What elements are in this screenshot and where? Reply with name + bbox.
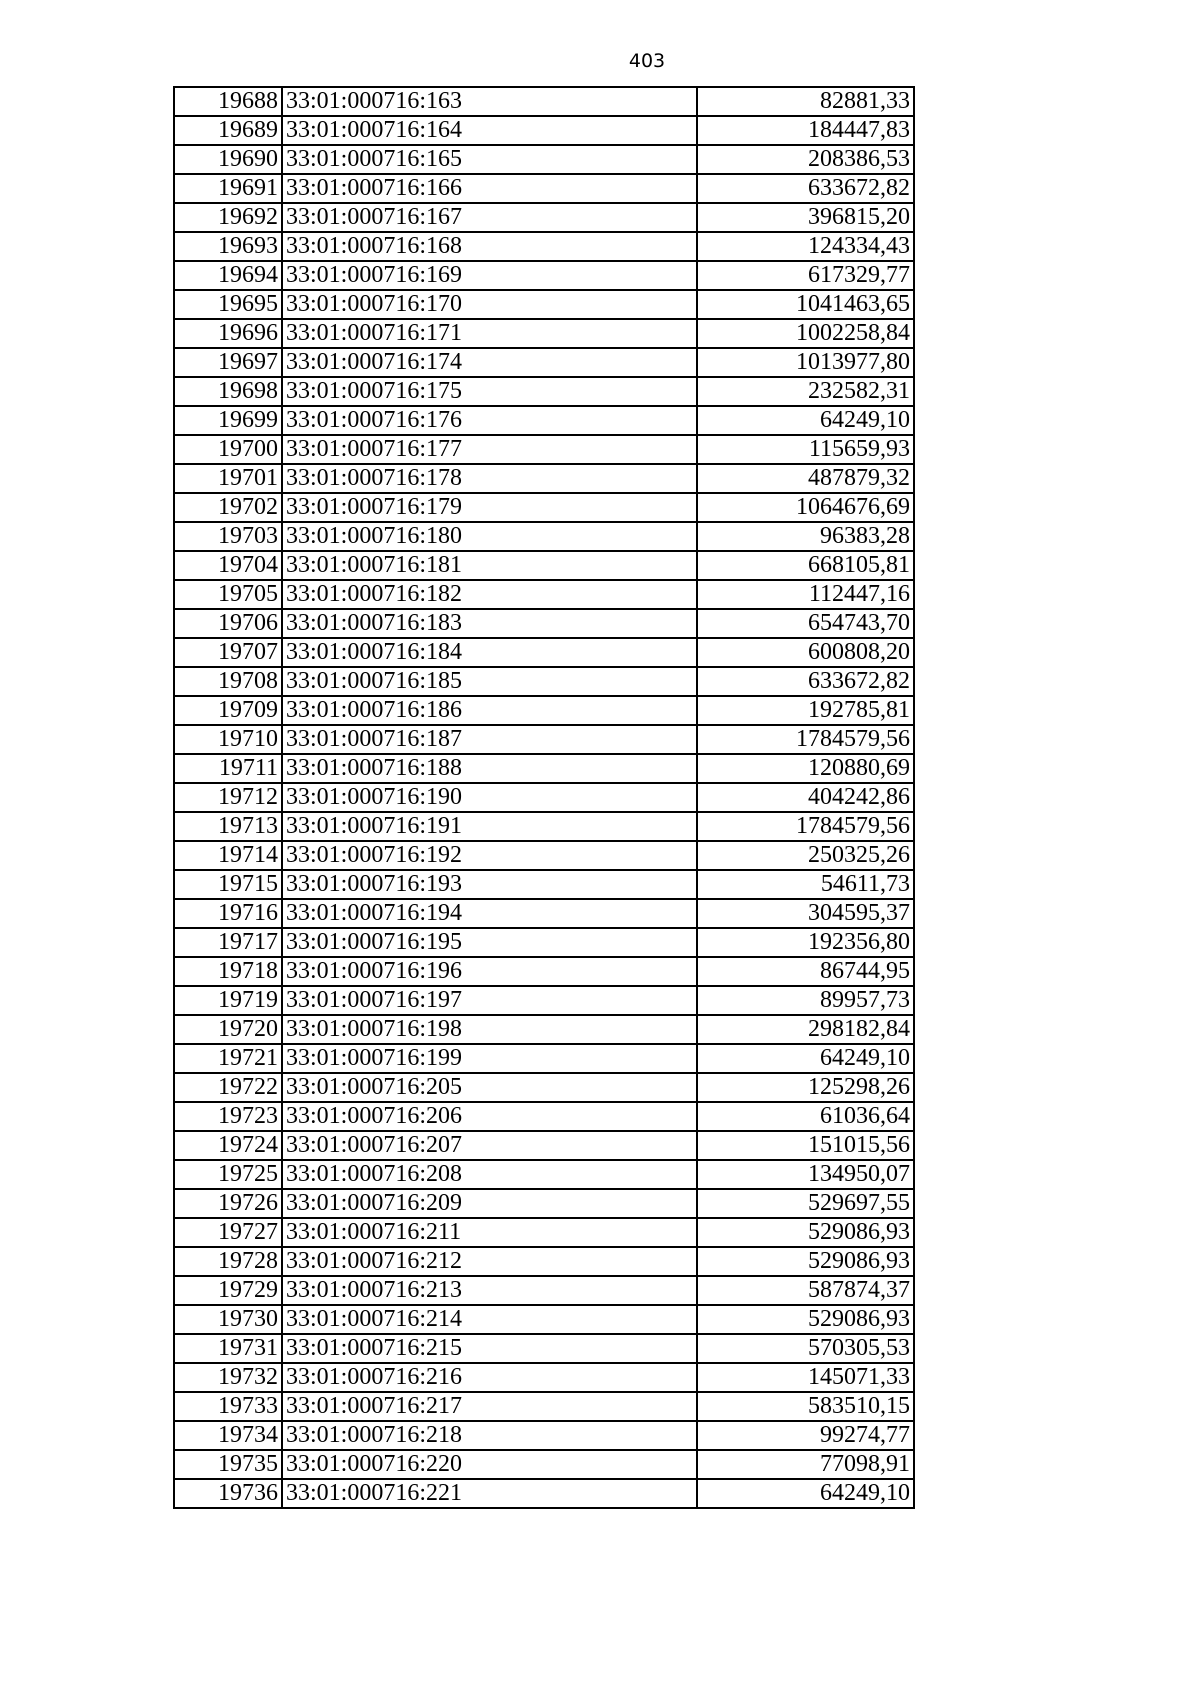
cadastral-value-cell: 112447,16	[697, 580, 914, 609]
table-row	[174, 406, 914, 435]
table-row	[174, 1305, 914, 1334]
row-number-cell: 19704	[174, 551, 282, 580]
row-number-cell: 19712	[174, 783, 282, 812]
cadastral-number-cell: 33:01:000716:166	[282, 174, 697, 203]
cadastral-number-cell: 33:01:000716:168	[282, 232, 697, 261]
cadastral-number-cell: 33:01:000716:197	[282, 986, 697, 1015]
table-row	[174, 841, 914, 870]
cadastral-number-cell: 33:01:000716:176	[282, 406, 697, 435]
table-row	[174, 754, 914, 783]
cadastral-number-cell: 33:01:000716:199	[282, 1044, 697, 1073]
cadastral-number-cell: 33:01:000716:212	[282, 1247, 697, 1276]
cadastral-number-cell: 33:01:000716:171	[282, 319, 697, 348]
cadastral-value-cell: 404242,86	[697, 783, 914, 812]
table-row	[174, 261, 914, 290]
row-number-cell: 19721	[174, 1044, 282, 1073]
row-number-cell: 19736	[174, 1479, 282, 1508]
row-number-cell: 19729	[174, 1276, 282, 1305]
cadastral-number-cell: 33:01:000716:208	[282, 1160, 697, 1189]
cadastral-value-cell: 1784579,56	[697, 812, 914, 841]
cadastral-value-cell: 99274,77	[697, 1421, 914, 1450]
cadastral-value-cell: 529086,93	[697, 1305, 914, 1334]
row-number-cell: 19703	[174, 522, 282, 551]
cadastral-value-cell: 529086,93	[697, 1218, 914, 1247]
cadastral-number-cell: 33:01:000716:192	[282, 841, 697, 870]
row-number-cell: 19699	[174, 406, 282, 435]
cadastral-number-cell: 33:01:000716:182	[282, 580, 697, 609]
cadastral-value-cell: 120880,69	[697, 754, 914, 783]
table-row	[174, 232, 914, 261]
row-number-cell: 19696	[174, 319, 282, 348]
table-row	[174, 493, 914, 522]
row-number-cell: 19701	[174, 464, 282, 493]
row-number-cell: 19708	[174, 667, 282, 696]
table-row	[174, 986, 914, 1015]
row-number-cell: 19694	[174, 261, 282, 290]
table-row	[174, 928, 914, 957]
table-row	[174, 174, 914, 203]
cadastral-value-cell: 192356,80	[697, 928, 914, 957]
cadastral-number-cell: 33:01:000716:190	[282, 783, 697, 812]
cadastral-number-cell: 33:01:000716:221	[282, 1479, 697, 1508]
cadastral-number-cell: 33:01:000716:198	[282, 1015, 697, 1044]
row-number-cell: 19700	[174, 435, 282, 464]
cadastral-number-cell: 33:01:000716:175	[282, 377, 697, 406]
cadastral-value-cell: 1784579,56	[697, 725, 914, 754]
table-row	[174, 899, 914, 928]
table-row	[174, 1276, 914, 1305]
table-row	[174, 667, 914, 696]
row-number-cell: 19693	[174, 232, 282, 261]
cadastral-number-cell: 33:01:000716:188	[282, 754, 697, 783]
cadastral-number-cell: 33:01:000716:220	[282, 1450, 697, 1479]
table-row	[174, 812, 914, 841]
row-number-cell: 19733	[174, 1392, 282, 1421]
cadastral-value-cell: 96383,28	[697, 522, 914, 551]
table-row	[174, 870, 914, 899]
row-number-cell: 19718	[174, 957, 282, 986]
cadastral-value-cell: 64249,10	[697, 1044, 914, 1073]
cadastral-value-cell: 232582,31	[697, 377, 914, 406]
cadastral-value-cell: 82881,33	[697, 87, 914, 116]
table-row	[174, 957, 914, 986]
table-row	[174, 1073, 914, 1102]
cadastral-number-cell: 33:01:000716:209	[282, 1189, 697, 1218]
cadastral-number-cell: 33:01:000716:174	[282, 348, 697, 377]
cadastral-number-cell: 33:01:000716:184	[282, 638, 697, 667]
cadastral-number-cell: 33:01:000716:211	[282, 1218, 697, 1247]
table-row	[174, 638, 914, 667]
table-row	[174, 435, 914, 464]
row-number-cell: 19715	[174, 870, 282, 899]
table-row	[174, 1363, 914, 1392]
cadastral-number-cell: 33:01:000716:214	[282, 1305, 697, 1334]
cadastral-value-cell: 654743,70	[697, 609, 914, 638]
row-number-cell: 19689	[174, 116, 282, 145]
cadastral-number-cell: 33:01:000716:167	[282, 203, 697, 232]
cadastral-number-cell: 33:01:000716:185	[282, 667, 697, 696]
cadastral-number-cell: 33:01:000716:218	[282, 1421, 697, 1450]
cadastral-number-cell: 33:01:000716:215	[282, 1334, 697, 1363]
cadastral-number-cell: 33:01:000716:191	[282, 812, 697, 841]
table-row	[174, 1218, 914, 1247]
row-number-cell: 19707	[174, 638, 282, 667]
cadastral-number-cell: 33:01:000716:178	[282, 464, 697, 493]
row-number-cell: 19690	[174, 145, 282, 174]
cadastral-value-cell: 145071,33	[697, 1363, 914, 1392]
table-row	[174, 580, 914, 609]
row-number-cell: 19706	[174, 609, 282, 638]
table-row	[174, 1421, 914, 1450]
cadastral-value-cell: 396815,20	[697, 203, 914, 232]
table-row	[174, 522, 914, 551]
cadastral-value-cell: 77098,91	[697, 1450, 914, 1479]
table-row	[174, 1044, 914, 1073]
row-number-cell: 19731	[174, 1334, 282, 1363]
cadastral-value-cell: 298182,84	[697, 1015, 914, 1044]
cadastral-number-cell: 33:01:000716:169	[282, 261, 697, 290]
cadastral-value-table	[173, 86, 915, 1509]
table-row	[174, 464, 914, 493]
cadastral-value-cell: 86744,95	[697, 957, 914, 986]
cadastral-number-cell: 33:01:000716:205	[282, 1073, 697, 1102]
page-number: 403	[628, 50, 666, 72]
cadastral-number-cell: 33:01:000716:177	[282, 435, 697, 464]
cadastral-number-cell: 33:01:000716:216	[282, 1363, 697, 1392]
cadastral-value-cell: 617329,77	[697, 261, 914, 290]
cadastral-value-cell: 250325,26	[697, 841, 914, 870]
cadastral-value-cell: 61036,64	[697, 1102, 914, 1131]
table-row	[174, 377, 914, 406]
table-row	[174, 145, 914, 174]
row-number-cell: 19730	[174, 1305, 282, 1334]
cadastral-number-cell: 33:01:000716:207	[282, 1131, 697, 1160]
table-row	[174, 1247, 914, 1276]
table-row	[174, 696, 914, 725]
cadastral-value-cell: 1013977,80	[697, 348, 914, 377]
table-row	[174, 116, 914, 145]
table-row	[174, 609, 914, 638]
table-row	[174, 290, 914, 319]
cadastral-value-cell: 633672,82	[697, 667, 914, 696]
cadastral-number-cell: 33:01:000716:206	[282, 1102, 697, 1131]
cadastral-number-cell: 33:01:000716:165	[282, 145, 697, 174]
cadastral-number-cell: 33:01:000716:194	[282, 899, 697, 928]
row-number-cell: 19728	[174, 1247, 282, 1276]
cadastral-value-cell: 192785,81	[697, 696, 914, 725]
cadastral-value-cell: 583510,15	[697, 1392, 914, 1421]
table-row	[174, 319, 914, 348]
row-number-cell: 19727	[174, 1218, 282, 1247]
row-number-cell: 19717	[174, 928, 282, 957]
cadastral-value-cell: 487879,32	[697, 464, 914, 493]
cadastral-number-cell: 33:01:000716:163	[282, 87, 697, 116]
row-number-cell: 19723	[174, 1102, 282, 1131]
table-row	[174, 783, 914, 812]
cadastral-value-cell: 529697,55	[697, 1189, 914, 1218]
row-number-cell: 19725	[174, 1160, 282, 1189]
table-row	[174, 551, 914, 580]
cadastral-value-cell: 151015,56	[697, 1131, 914, 1160]
table-row	[174, 1392, 914, 1421]
cadastral-value-cell: 125298,26	[697, 1073, 914, 1102]
table-row	[174, 1450, 914, 1479]
row-number-cell: 19716	[174, 899, 282, 928]
cadastral-value-cell: 208386,53	[697, 145, 914, 174]
cadastral-number-cell: 33:01:000716:217	[282, 1392, 697, 1421]
row-number-cell: 19734	[174, 1421, 282, 1450]
row-number-cell: 19710	[174, 725, 282, 754]
table-row	[174, 348, 914, 377]
cadastral-value-cell: 89957,73	[697, 986, 914, 1015]
cadastral-number-cell: 33:01:000716:193	[282, 870, 697, 899]
row-number-cell: 19711	[174, 754, 282, 783]
cadastral-value-cell: 64249,10	[697, 1479, 914, 1508]
table-row	[174, 203, 914, 232]
cadastral-value-cell: 1002258,84	[697, 319, 914, 348]
row-number-cell: 19691	[174, 174, 282, 203]
row-number-cell: 19735	[174, 1450, 282, 1479]
table-row	[174, 1102, 914, 1131]
cadastral-value-cell: 1064676,69	[697, 493, 914, 522]
row-number-cell: 19705	[174, 580, 282, 609]
row-number-cell: 19720	[174, 1015, 282, 1044]
table-row	[174, 1334, 914, 1363]
cadastral-number-cell: 33:01:000716:195	[282, 928, 697, 957]
cadastral-value-cell: 115659,93	[697, 435, 914, 464]
row-number-cell: 19724	[174, 1131, 282, 1160]
cadastral-value-cell: 668105,81	[697, 551, 914, 580]
cadastral-value-cell: 124334,43	[697, 232, 914, 261]
table-body	[174, 87, 914, 1508]
table-row	[174, 1189, 914, 1218]
table-row	[174, 1015, 914, 1044]
cadastral-value-cell: 134950,07	[697, 1160, 914, 1189]
table-row	[174, 1479, 914, 1508]
cadastral-number-cell: 33:01:000716:187	[282, 725, 697, 754]
cadastral-value-cell: 184447,83	[697, 116, 914, 145]
cadastral-value-cell: 587874,37	[697, 1276, 914, 1305]
cadastral-value-cell: 304595,37	[697, 899, 914, 928]
cadastral-number-cell: 33:01:000716:196	[282, 957, 697, 986]
row-number-cell: 19702	[174, 493, 282, 522]
cadastral-number-cell: 33:01:000716:213	[282, 1276, 697, 1305]
row-number-cell: 19719	[174, 986, 282, 1015]
cadastral-number-cell: 33:01:000716:179	[282, 493, 697, 522]
cadastral-value-cell: 529086,93	[697, 1247, 914, 1276]
cadastral-value-cell: 1041463,65	[697, 290, 914, 319]
row-number-cell: 19714	[174, 841, 282, 870]
row-number-cell: 19698	[174, 377, 282, 406]
table-row	[174, 1131, 914, 1160]
row-number-cell: 19732	[174, 1363, 282, 1392]
row-number-cell: 19709	[174, 696, 282, 725]
cadastral-number-cell: 33:01:000716:164	[282, 116, 697, 145]
cadastral-number-cell: 33:01:000716:186	[282, 696, 697, 725]
row-number-cell: 19697	[174, 348, 282, 377]
cadastral-number-cell: 33:01:000716:183	[282, 609, 697, 638]
row-number-cell: 19688	[174, 87, 282, 116]
table-row	[174, 1160, 914, 1189]
cadastral-value-cell: 64249,10	[697, 406, 914, 435]
cadastral-number-cell: 33:01:000716:170	[282, 290, 697, 319]
row-number-cell: 19713	[174, 812, 282, 841]
cadastral-value-cell: 54611,73	[697, 870, 914, 899]
cadastral-value-cell: 600808,20	[697, 638, 914, 667]
row-number-cell: 19722	[174, 1073, 282, 1102]
cadastral-value-cell: 570305,53	[697, 1334, 914, 1363]
row-number-cell: 19692	[174, 203, 282, 232]
row-number-cell: 19726	[174, 1189, 282, 1218]
row-number-cell: 19695	[174, 290, 282, 319]
cadastral-number-cell: 33:01:000716:180	[282, 522, 697, 551]
table-row	[174, 725, 914, 754]
cadastral-value-cell: 633672,82	[697, 174, 914, 203]
cadastral-number-cell: 33:01:000716:181	[282, 551, 697, 580]
table-row	[174, 87, 914, 116]
